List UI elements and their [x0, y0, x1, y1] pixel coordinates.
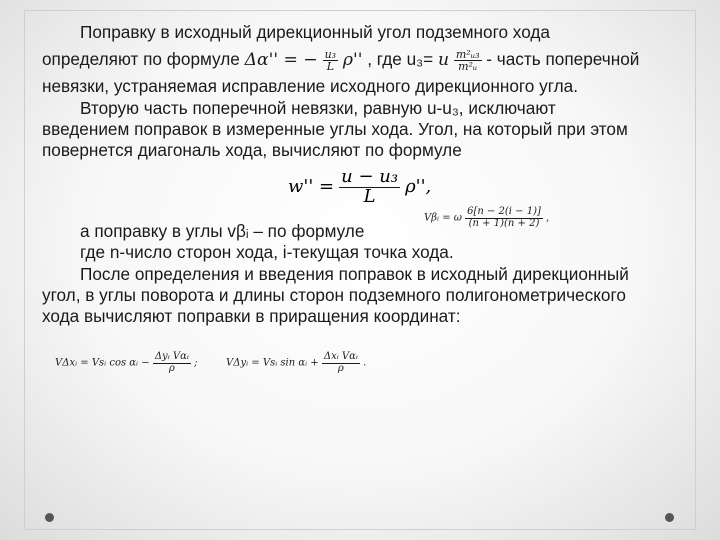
formula-vdx-num: Δyᵢ Vαᵢ	[154, 351, 189, 362]
formula-vdx	[55, 352, 197, 374]
p3-line1: а поправку в углы vβᵢ – по формуле	[80, 221, 365, 241]
formula-w-frac	[339, 168, 400, 207]
p4-line2: угол, в углы поворота и длины сторон подземного полигонометрического	[42, 284, 626, 305]
p4-line3: хода вычисляют поправки в приращения координат:	[42, 306, 461, 327]
bullet-dot-left	[45, 513, 54, 522]
formula-da-lhs: Δα'' = −	[244, 50, 318, 71]
formula-da-den: L	[326, 60, 334, 74]
p1-line1: Поправку в исходный дирекционный угол подземного хода	[80, 22, 550, 42]
formula-vb	[424, 207, 549, 229]
p3-line2: где n-число сторон хода, i-текущая точка хода.	[80, 242, 454, 263]
formula-vdy-lhs: VΔyᵢ = Vsᵢ sin αᵢ +	[226, 357, 319, 369]
p2-line2: введением поправок в измеренные углы хода. Угол, на который при этом	[42, 118, 628, 139]
formula-vb-frac	[465, 207, 543, 229]
body-text	[42, 22, 682, 161]
formula-w-den: L	[363, 185, 376, 207]
formula-vb-den: (n + 1)(n + 2)	[468, 217, 540, 229]
p1-text-b: , где u₃=	[367, 49, 434, 70]
formula-da-rho: ρ''	[342, 50, 363, 71]
p1-text-c: - часть поперечной	[486, 49, 640, 70]
formula-w-num: u − u₃	[341, 166, 399, 187]
formula-u3-den: m²ᵤ	[458, 60, 478, 74]
formula-da-num: u₃	[324, 47, 337, 61]
p1-line3: невязки, устраняемая исправление исходного дирекционного угла.	[42, 76, 578, 97]
formula-vdy-den: ρ	[337, 362, 344, 374]
p4-line1: После определения и введения поправок в исходный дирекционный	[80, 263, 629, 284]
formula-u3-u: u	[438, 50, 450, 71]
formula-vdx-sep: ;	[194, 357, 198, 369]
formula-vb-lhs: Vβᵢ = ω	[424, 212, 462, 224]
p2-line1: Вторую часть поперечной невязки, равную u-u₃, исключают	[80, 97, 556, 118]
formula-vb-end: ,	[546, 212, 550, 224]
p1-text-a: определяют по формуле	[42, 49, 245, 70]
formula-vdx-lhs: VΔxᵢ = Vsᵢ cos αᵢ −	[55, 357, 150, 369]
formula-vdy-num: Δxᵢ Vαᵢ	[323, 351, 358, 362]
formula-vb-num: 6[n − 2(i − 1)]	[467, 206, 541, 217]
formula-vdy	[226, 352, 366, 374]
formula-w-lhs: w'' =	[288, 176, 335, 198]
p1-line2	[42, 43, 682, 76]
formula-da-frac	[323, 49, 339, 73]
formula-vdy-frac	[322, 352, 360, 374]
formula-u3-num: m²ᵤ₃	[455, 47, 480, 61]
formula-vdy-end: .	[363, 357, 367, 369]
formula-u3-frac	[454, 49, 482, 73]
formula-w-rho: ρ'',	[405, 176, 432, 198]
bullet-dot-right	[665, 513, 674, 522]
formula-vdx-den: ρ	[168, 362, 175, 374]
p2-line3: повернется диагональ хода, вычисляют по формуле	[42, 140, 462, 161]
formula-vdx-frac	[153, 352, 191, 374]
formula-w	[288, 168, 431, 207]
